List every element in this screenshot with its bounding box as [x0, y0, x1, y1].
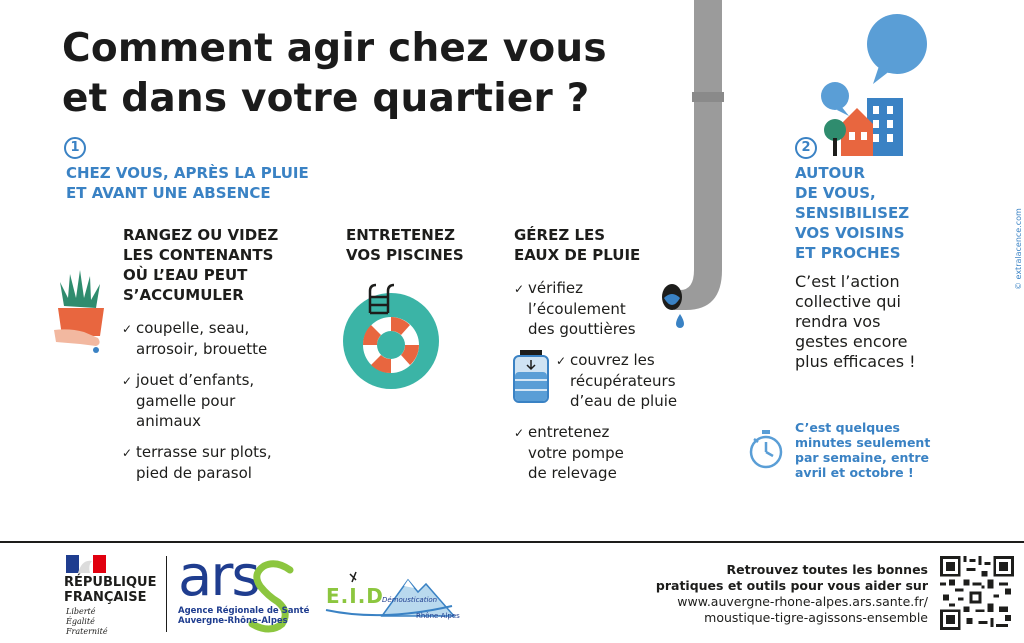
- section-2-number: 2: [795, 137, 817, 159]
- section-1-heading: CHEZ VOUS, APRÈS LA PLUIE ET AVANT UNE ABSENCE: [66, 164, 309, 202]
- check-icon: ✓: [514, 426, 525, 440]
- ars-logo: ars: [178, 544, 259, 609]
- checklist-item: ✓ vérifiez l’écoulement des gouttières: [514, 279, 636, 338]
- water-tank-icon: [512, 350, 550, 404]
- section-1-number: 1: [64, 137, 86, 159]
- check-icon: ✓: [556, 354, 567, 368]
- pool-lifebuoy-icon: [340, 283, 442, 391]
- neighborhood-icon: [815, 12, 935, 162]
- checklist-item: ✓ couvrez les récupérateurs d’eau de pluie: [556, 351, 678, 410]
- drainpipe-icon: [650, 0, 730, 335]
- containers-heading: RANGEZ OU VIDEZ LES CONTENANTS OÙ L’EAU PEUT S’ACCUMULER: [123, 226, 279, 304]
- eid-wordmark: E.I.D: [326, 584, 384, 608]
- qr-code-icon[interactable]: [940, 556, 1014, 630]
- footer-url[interactable]: www.auvergne-rhone-alpes.ars.sante.fr/: [677, 594, 928, 609]
- logo-separator: [166, 556, 167, 632]
- footer-divider: [0, 541, 1024, 543]
- republic-motto: Liberté Égalité Fraternité: [66, 607, 108, 636]
- checklist-item: ✓ terrasse sur plots, pied de parasol: [122, 443, 272, 482]
- pools-heading: ENTRETENEZ VOS PISCINES: [346, 226, 464, 264]
- republique-francaise-logo: RÉPUBLIQUE FRANÇAISE: [64, 575, 157, 605]
- footer-info: Retrouvez toutes les bonnes pratiques et outils pour vous aider sur www.auvergne-rhone-alpes.ars.sante.fr/ moustique-tigre-agissons-ensemble: [655, 562, 928, 625]
- plant-pot-icon: [50, 268, 110, 358]
- tip-text: C’est quelques minutes seulement par semaine, entre avril et octobre !: [795, 420, 931, 480]
- rainwater-heading: GÉREZ LES EAUX DE PLUIE: [514, 226, 641, 264]
- side-credit: © extralacence.com: [1014, 208, 1023, 290]
- checklist-item: ✓ jouet d’enfants, gamelle pour animaux: [122, 371, 255, 430]
- ars-tagline: Agence Régionale de Santé Auvergne-Rhône-Alpes: [178, 606, 310, 626]
- section-2-heading: AUTOUR DE VOUS, SENSIBILISEZ VOS VOISINS ET PROCHES: [795, 164, 910, 262]
- eid-region: Rhône-Alpes: [416, 612, 460, 620]
- marianne-flag-icon: [66, 555, 106, 573]
- section-2-body: C’est l’action collective qui rendra vos gestes encore plus efficaces !: [795, 272, 916, 371]
- check-icon: ✓: [122, 322, 133, 336]
- page-title: Comment agir chez vous et dans votre quartier ?: [62, 26, 607, 121]
- checklist-item: ✓ entretenez votre pompe de relevage: [514, 423, 624, 482]
- check-icon: ✓: [514, 282, 525, 296]
- checklist-item: ✓ coupelle, seau, arrosoir, brouette: [122, 319, 268, 358]
- eid-subtitle: Démoustication: [382, 596, 438, 604]
- check-icon: ✓: [122, 374, 133, 388]
- stopwatch-icon: [748, 428, 784, 470]
- check-icon: ✓: [122, 446, 133, 460]
